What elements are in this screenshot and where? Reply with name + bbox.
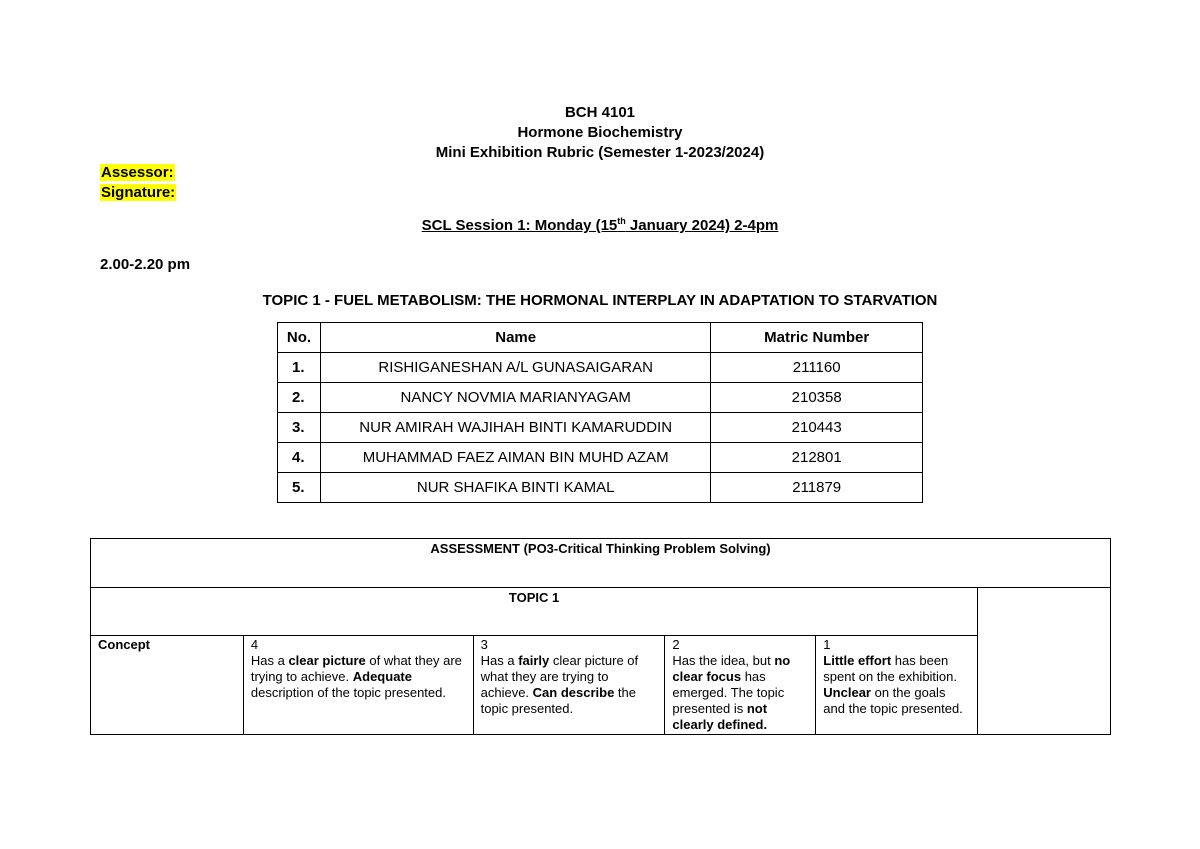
description-segment: of what they are trying to achieve. xyxy=(250,653,462,684)
level-score: 4 xyxy=(250,637,259,652)
assessor-label: Assessor: xyxy=(101,164,174,181)
level-description xyxy=(481,653,658,717)
member-no: 5. xyxy=(278,473,321,503)
description-segment: has emerged. The topic presented is xyxy=(672,669,785,716)
course-name: Hormone Biochemistry xyxy=(517,124,683,141)
description-segment: Has a xyxy=(250,653,289,668)
description-segment: clear picture of what they are trying to achieve. xyxy=(480,653,639,700)
table-row xyxy=(278,473,923,503)
level-2-cell xyxy=(665,636,816,735)
signature-label: Signature: xyxy=(101,184,176,201)
criterion-label: Concept xyxy=(91,636,244,735)
description-segment: Has the idea, but xyxy=(672,653,775,668)
description-segment: on the goals and the topic presented. xyxy=(823,685,963,716)
member-matric: 211160 xyxy=(711,353,923,383)
description-segment: Unclear xyxy=(823,685,871,700)
header-matric: Matric Number xyxy=(711,323,923,353)
session-prefix: SCL Session 1: Monday (15 xyxy=(421,217,618,234)
score-cell xyxy=(978,588,1111,735)
description-segment: Adequate xyxy=(352,669,412,684)
description-segment: clear picture xyxy=(288,653,366,668)
level-description xyxy=(672,653,808,733)
member-matric: 210443 xyxy=(711,413,923,443)
header-name: Name xyxy=(320,323,710,353)
member-name: NANCY NOVMIA MARIANYAGAM xyxy=(320,383,710,413)
rubric-title: Mini Exhibition Rubric (Semester 1-2023/2024) xyxy=(435,144,765,161)
description-segment: no clear focus xyxy=(672,653,791,684)
level-description xyxy=(251,653,466,701)
level-score: 2 xyxy=(672,637,680,652)
level-3-cell xyxy=(473,636,665,735)
level-score: 1 xyxy=(823,637,831,652)
description-segment: description of the topic presented. xyxy=(250,685,446,700)
level-score: 3 xyxy=(480,637,488,652)
description-segment: has been spent on the exhibition. xyxy=(823,653,958,684)
assessment-header-row xyxy=(91,539,1111,588)
session-heading xyxy=(0,216,1200,234)
session-ordinal: th xyxy=(617,216,626,226)
topic-title: TOPIC 1 - FUEL METABOLISM: THE HORMONAL INTERPLAY IN ADAPTATION TO STARVATION xyxy=(262,292,938,309)
assessment-header: ASSESSMENT (PO3-Critical Thinking Problem Solving) xyxy=(91,539,1111,588)
member-no: 3. xyxy=(278,413,321,443)
description-segment: the topic presented. xyxy=(480,685,636,716)
level-4-cell xyxy=(243,636,473,735)
description-segment: not clearly defined. xyxy=(672,701,768,732)
description-segment: fairly xyxy=(518,653,550,668)
table-row xyxy=(278,353,923,383)
level-description xyxy=(823,653,970,717)
description-segment: Has a xyxy=(480,653,519,668)
topic-label: TOPIC 1 xyxy=(91,588,978,636)
session-suffix: January 2024) 2-4pm xyxy=(625,217,779,234)
member-no: 2. xyxy=(278,383,321,413)
members-header-row xyxy=(278,323,923,353)
topic-row xyxy=(91,588,1111,636)
member-name: MUHAMMAD FAEZ AIMAN BIN MUHD AZAM xyxy=(320,443,710,473)
description-segment: Can describe xyxy=(532,685,615,700)
concept-row xyxy=(91,636,1111,735)
course-code: BCH 4101 xyxy=(564,104,636,121)
table-row xyxy=(278,443,923,473)
member-name: NUR AMIRAH WAJIHAH BINTI KAMARUDDIN xyxy=(320,413,710,443)
member-matric: 212801 xyxy=(711,443,923,473)
time-slot: 2.00-2.20 pm xyxy=(100,256,191,273)
table-row xyxy=(278,413,923,443)
level-1-cell xyxy=(816,636,978,735)
member-matric: 211879 xyxy=(711,473,923,503)
member-no: 1. xyxy=(278,353,321,383)
member-name: RISHIGANESHAN A/L GUNASAIGARAN xyxy=(320,353,710,383)
description-segment: Little effort xyxy=(823,653,892,668)
header-no: No. xyxy=(278,323,321,353)
member-no: 4. xyxy=(278,443,321,473)
members-table xyxy=(277,322,923,503)
member-name: NUR SHAFIKA BINTI KAMAL xyxy=(320,473,710,503)
rubric-table xyxy=(90,538,1111,735)
table-row xyxy=(278,383,923,413)
member-matric: 210358 xyxy=(711,383,923,413)
